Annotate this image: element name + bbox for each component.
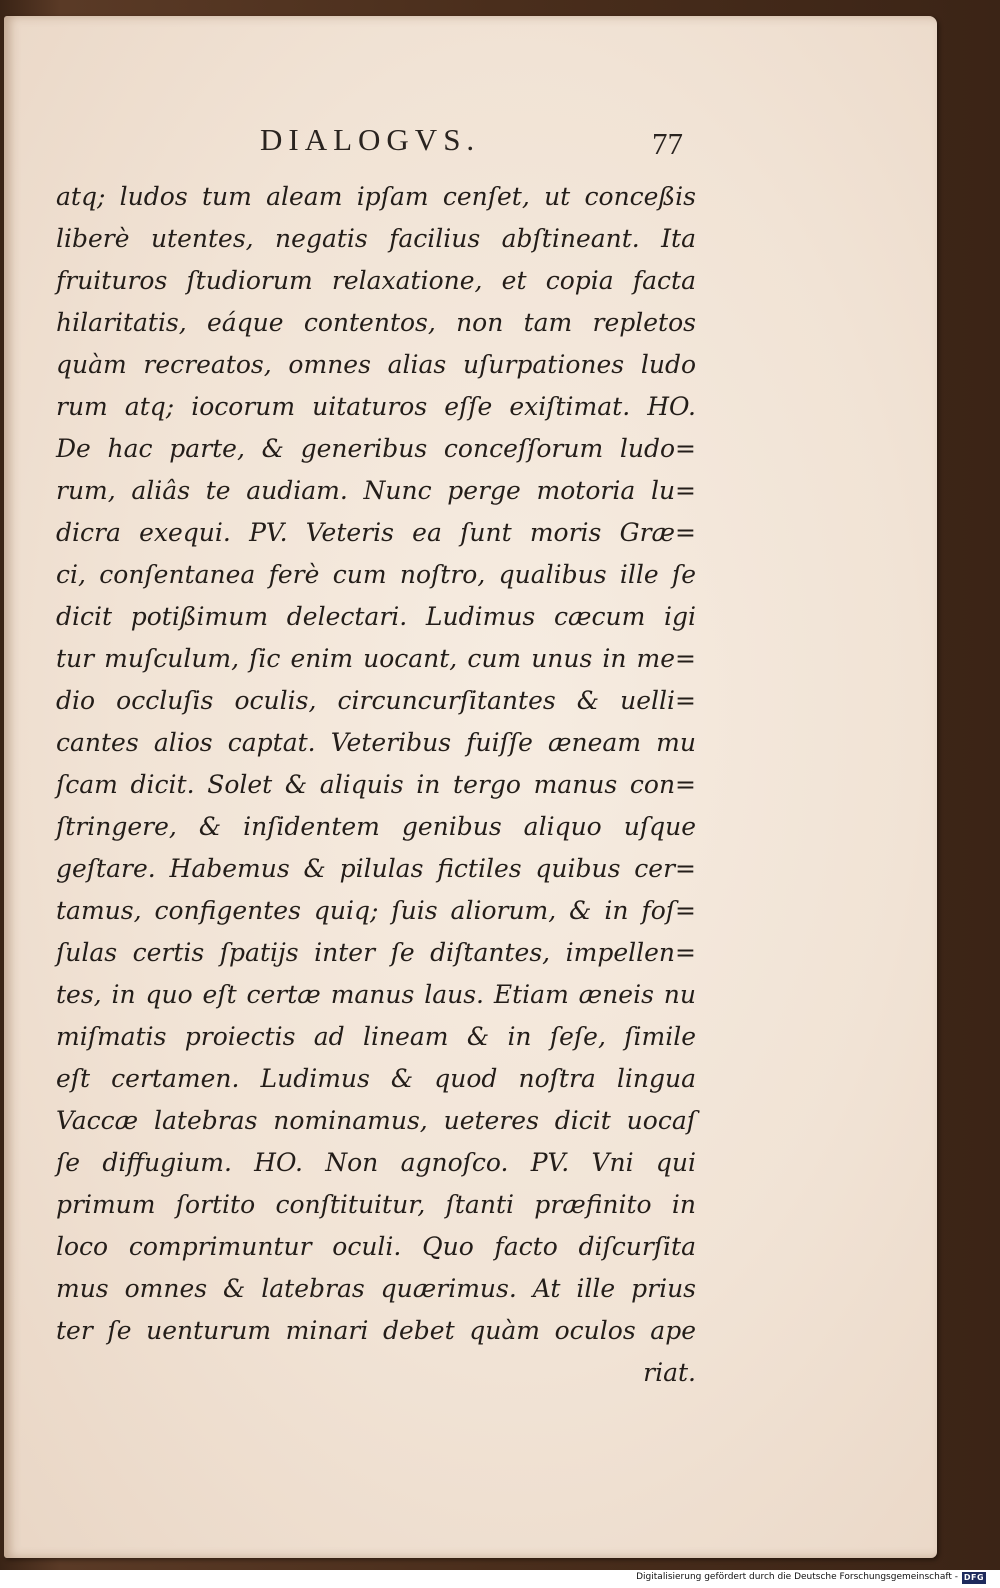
text-line: De hac parte, & generibus conceſſorum ludo= [56,434,696,463]
running-title: DIALOGVS. [260,122,481,157]
text-line: ſcam dicit. Solet & aliquis in tergo manus con= [56,770,696,799]
funding-credit: Digitalisierung gefördert durch die Deutsche Forschungsgemeinschaft - [636,1572,958,1582]
text-line: geſtare. Habemus & pilulas fictiles quibus cer= [56,854,696,883]
text-line: atq; ludos tum aleam ipſam cenſet, ut conceßis [56,182,696,211]
text-line: ſulas certis ſpatijs inter ſe diſtantes, impellen= [56,938,696,967]
book-page [4,16,937,1558]
text-line: rum atq; iocorum uitaturos eſſe exiſtimat. HO. [56,392,696,421]
text-line: tamus, configentes quiq; ſuis aliorum, & in foſ= [56,896,696,925]
text-line: rum, aliâs te audiam. Nunc perge motoria lu= [56,476,696,505]
body-text [56,176,696,1394]
text-line: Vaccæ latebras nominamus, ueteres dicit uocaſ [56,1106,696,1135]
text-line: tur muſculum, ſic enim uocant, cum unus in me= [56,644,696,673]
text-line: quàm recreatos, omnes alias uſurpationes ludo [56,350,696,379]
page-header [4,106,937,166]
text-line: hilaritatis, eáque contentos, non tam repletos [56,308,696,337]
text-line: loco comprimuntur oculi. Quo facto diſcurſita [56,1232,696,1261]
text-line: ci, conſentanea ferè cum noſtro, qualibus ille ſe [56,560,696,589]
text-line: liberè utentes, negatis facilius abſtineant. Ita [56,224,696,253]
text-line: dicra exequi. PV. Veteris ea ſunt moris Græ= [56,518,696,547]
text-line: dicit potißimum delectari. Ludimus cæcum igi [56,602,696,631]
dfg-logo-icon: DFG [963,1573,985,1582]
text-line: primum ſortito conſtituitur, ſtanti præfinito in [56,1190,696,1219]
text-line: fruituros ſtudiorum relaxatione, et copia facta [56,266,696,295]
text-line: miſmatis proiectis ad lineam & in ſeſe, ſimile [56,1022,696,1051]
catchword: riat. [643,1358,696,1387]
text-line: mus omnes & latebras quærimus. At ille prius [56,1274,696,1303]
text-line: cantes alios captat. Veteribus fuiſſe æneam mu [56,728,696,757]
text-line: ter ſe uenturum minari debet quàm oculos ape [56,1316,696,1345]
text-line: ſe diffugium. HO. Non agnoſco. PV. Vni qui [56,1148,696,1177]
digitization-footer [0,1570,1000,1588]
text-line: dio occluſis oculis, circuncurſitantes & uelli= [56,686,696,715]
text-line: ſtringere, & inſidentem genibus aliquo uſque [56,812,696,841]
page-number: 77 [652,126,683,161]
text-line: eſt certamen. Ludimus & quod noſtra lingua [56,1064,696,1093]
text-line: tes, in quo eſt certæ manus laus. Etiam æneis nu [56,980,696,1009]
